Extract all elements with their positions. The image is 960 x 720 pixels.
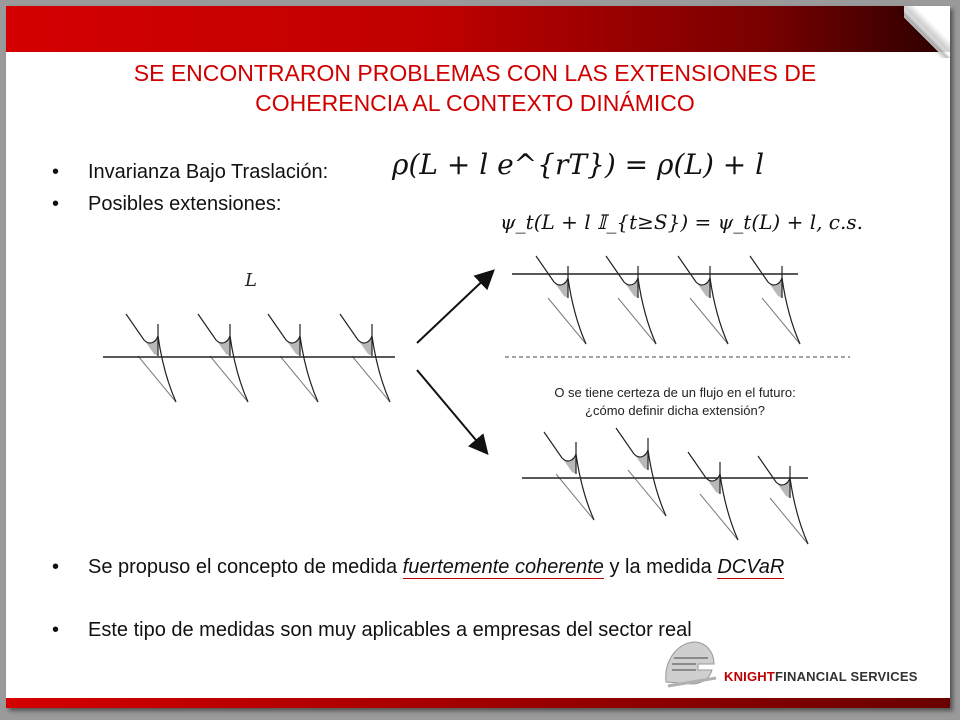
process-upper [512,256,800,344]
bullet-dot: • [52,556,60,578]
bullet-extensiones: • Posibles extensiones: [52,193,282,215]
term-fuertemente-coherente: fuertemente coherente [402,556,604,578]
pulse-6 [606,256,656,344]
cashflow-label: L [245,270,257,291]
question-text: O se tiene certeza de un flujo en el futuro: ¿cómo definir dicha extensión? [554,385,796,418]
arrow-down [417,370,486,452]
arrow-up [417,272,492,343]
bullet-propuesta: • Se propuso el concepto de medida fuertemente coherente y la medida DCVaR [52,556,785,578]
pulse-11 [688,452,738,540]
pulse-3 [268,314,318,402]
knight-helmet-icon [658,634,722,690]
pulse-1 [126,314,176,402]
bullet-invarianza: • Invarianza Bajo Traslación: [52,161,329,183]
term-dcvar: DCVaR [717,556,785,578]
pulse-5 [536,256,586,344]
bullet-aplicables: • Este tipo de medidas son muy aplicables a empresas del sector real [52,619,692,641]
pulse-9 [544,432,594,520]
bullet-dot: • [52,619,60,641]
pulse-10 [616,428,666,516]
pulse-12 [758,456,808,544]
company-logo [658,634,940,690]
title-line-1: SE ENCONTRARON PROBLEMAS CON LAS EXTENSIONES DE [133,60,817,86]
bullet-dot: • [52,193,60,215]
logo-text: KNIGHTFINANCIAL SERVICES [724,669,918,684]
formula-translation-invariance: ρ(L + l e^{rT}) = ρ(L) + l [392,148,765,181]
pulse-4 [340,314,390,402]
process-lower [522,428,808,544]
formula-dynamic-extension: ψ_t(L + l 𝕀_{t≥S}) = ψ_t(L) + l, c.s. [500,210,863,234]
title-line-2: COHERENCIA AL CONTEXTO DINÁMICO [255,90,695,116]
pulse-7 [678,256,728,344]
pulse-8 [750,256,800,344]
bullet-dot: • [52,161,60,183]
process-L [103,314,395,402]
pulse-2 [198,314,248,402]
